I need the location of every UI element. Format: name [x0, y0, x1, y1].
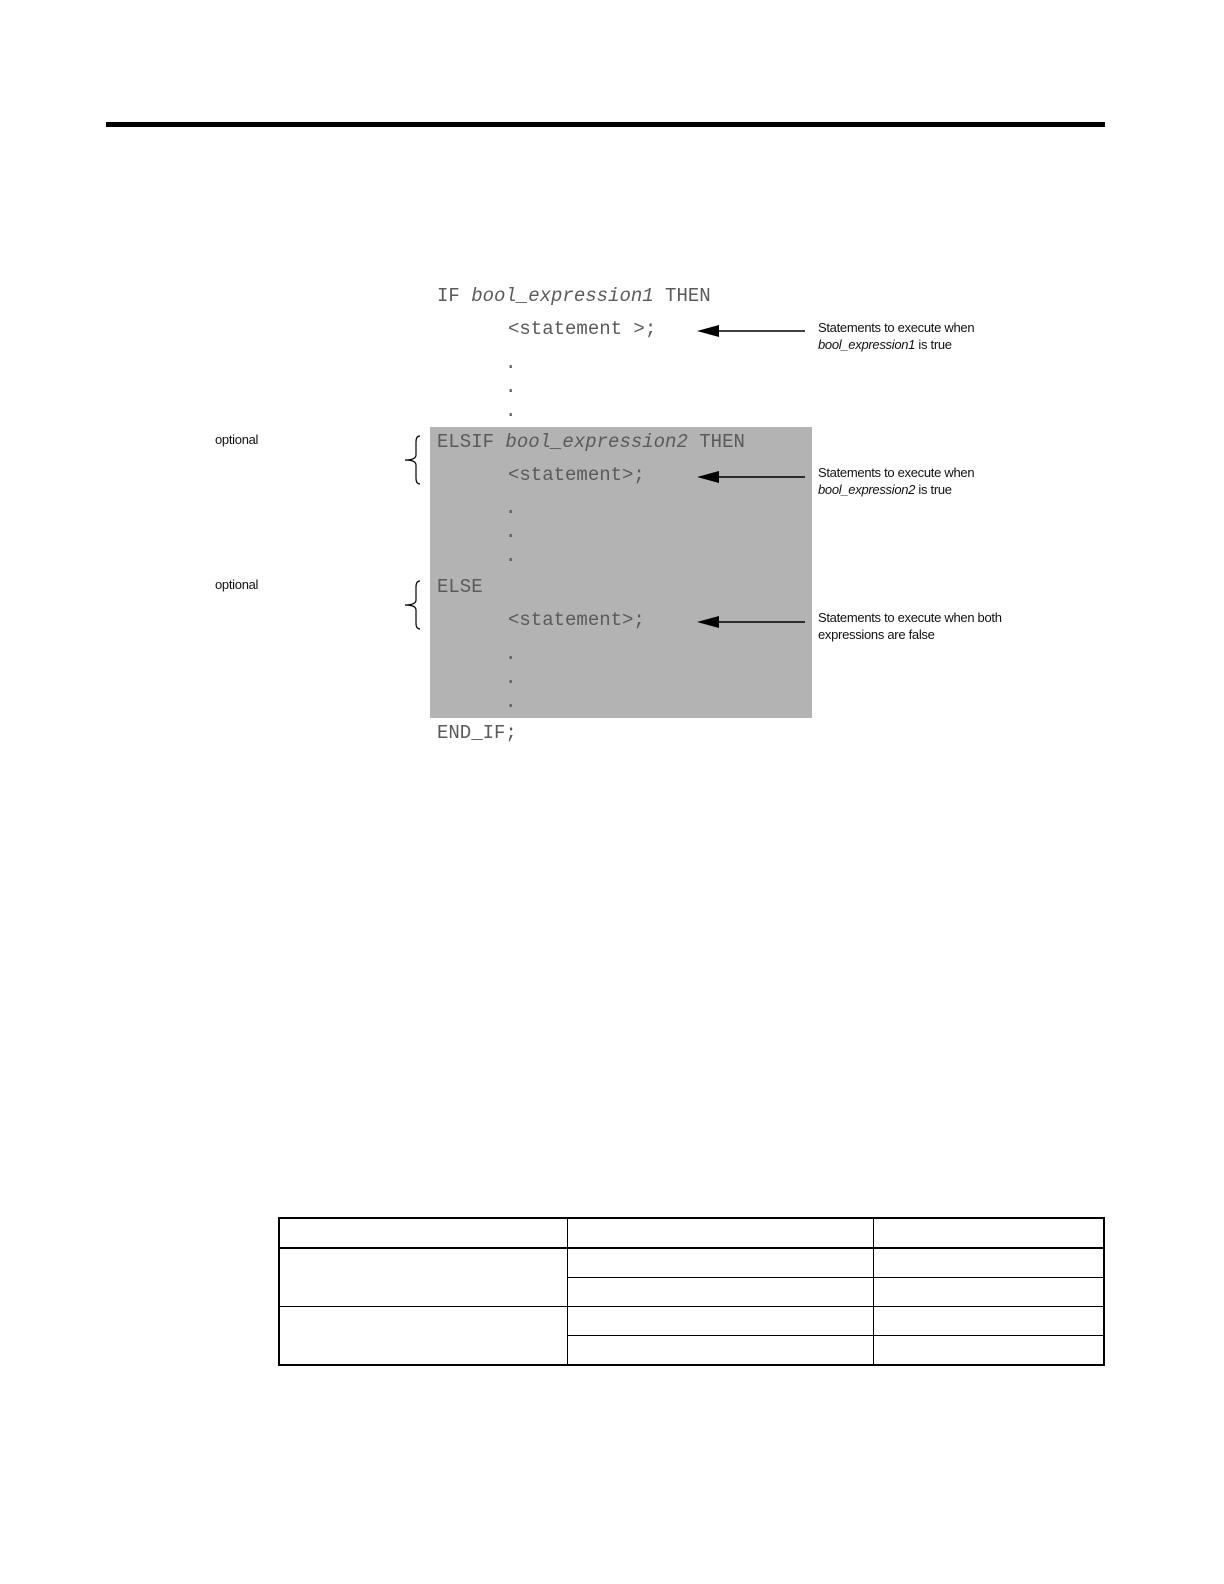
- optional-label-elsif: optional: [215, 432, 259, 447]
- table-cell: [567, 1307, 873, 1336]
- optional-label-else: optional: [215, 577, 259, 592]
- note-statement-2: Statements to execute when bool_expression2 is true: [818, 465, 975, 497]
- table-cell: [874, 1248, 1104, 1278]
- table-cell: [279, 1248, 567, 1307]
- ellipsis-dot: .: [505, 376, 517, 398]
- code-statement-1: <statement >;: [508, 318, 657, 340]
- ellipsis-dot: .: [505, 545, 517, 567]
- ellipsis-dot: .: [505, 497, 517, 519]
- brace-elsif: [405, 436, 420, 484]
- table-cell: [567, 1248, 873, 1278]
- table-cell: [567, 1278, 873, 1307]
- table-cell: [567, 1336, 873, 1366]
- code-line-elsif: ELSIF bool_expression2 THEN: [437, 431, 745, 453]
- code-line-end-if: END_IF;: [437, 722, 517, 744]
- arrow-statement-1: [697, 325, 805, 337]
- code-statement-3: <statement>;: [508, 609, 645, 631]
- table-header-row: [279, 1218, 1104, 1248]
- code-line-if: IF bool_expression1 THEN: [437, 285, 711, 307]
- table-row: [279, 1307, 1104, 1336]
- table-cell: [567, 1218, 873, 1248]
- ellipsis-dot: .: [505, 667, 517, 689]
- brace-else: [405, 581, 420, 629]
- ellipsis-dot: .: [505, 521, 517, 543]
- note-statement-3: Statements to execute when both expressions are false: [818, 610, 1002, 642]
- table-cell: [279, 1307, 567, 1366]
- table-cell: [874, 1218, 1104, 1248]
- arrow-statement-3: [697, 616, 805, 628]
- ellipsis-dot: .: [505, 691, 517, 713]
- code-line-else: ELSE: [437, 576, 483, 598]
- table-cell: [874, 1336, 1104, 1366]
- arrow-statement-2: [697, 471, 805, 483]
- ellipsis-dot: .: [505, 400, 517, 422]
- empty-table: [278, 1217, 1105, 1366]
- ellipsis-dot: .: [505, 643, 517, 665]
- table-cell: [874, 1307, 1104, 1336]
- table-cell: [874, 1278, 1104, 1307]
- code-statement-2: <statement>;: [508, 464, 645, 486]
- note-statement-1: Statements to execute when bool_expression1 is true: [818, 320, 975, 352]
- table-cell: [279, 1218, 567, 1248]
- table-row: [279, 1248, 1104, 1278]
- ellipsis-dot: .: [505, 352, 517, 374]
